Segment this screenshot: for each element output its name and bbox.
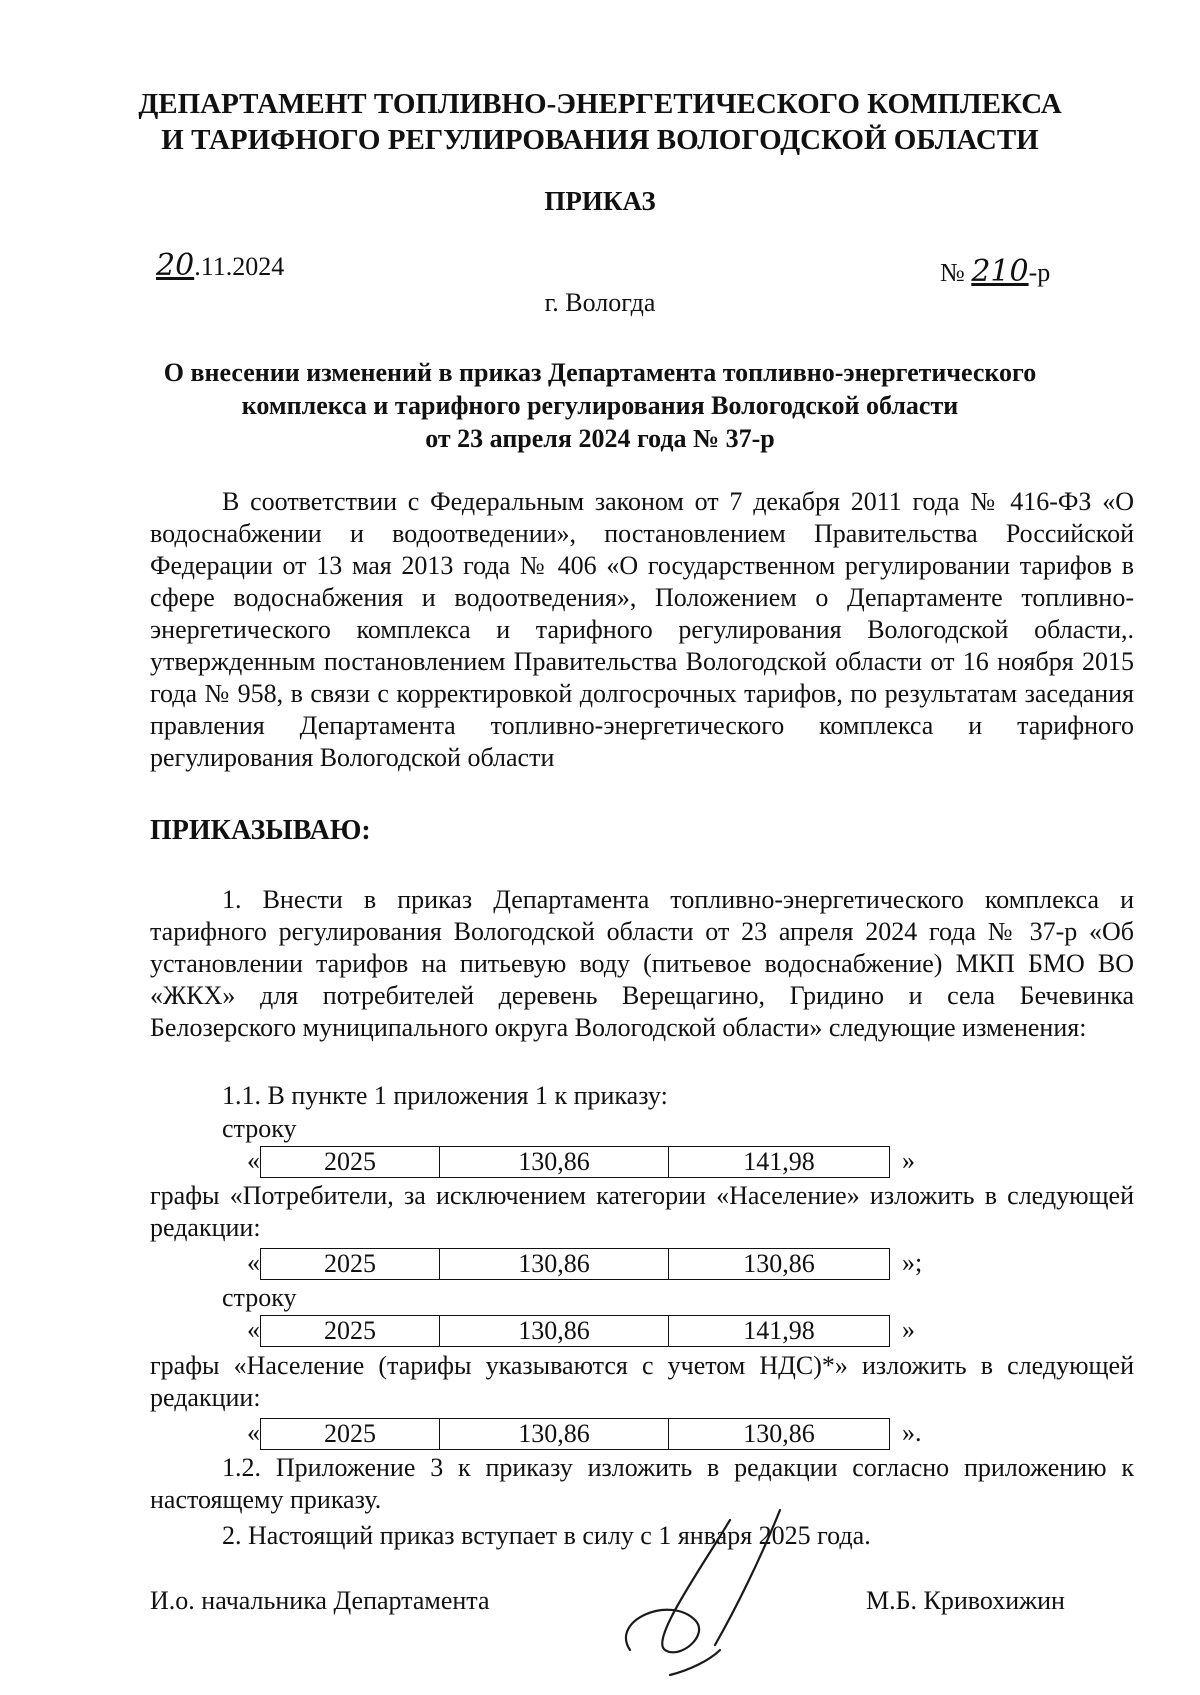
signatory-name: М.Б. Кривохижин (866, 1586, 1065, 1615)
cell-value-1: 130,86 (439, 1147, 668, 1177)
cell-year: 2025 (324, 1419, 376, 1448)
open-quote: « (247, 1146, 260, 1175)
order-title: ПРИКАЗ (544, 186, 656, 216)
cell-value-2: 141,98 (668, 1316, 889, 1346)
open-quote: « (247, 1248, 260, 1277)
row-cells (260, 1315, 890, 1347)
subject-line-2: комплекса и тарифного регулирования Вологодской области (241, 391, 959, 420)
decree-word: ПРИКАЗЫВАЮ: (150, 815, 371, 846)
signature-icon (610, 1500, 800, 1690)
table-row-4 (232, 1418, 922, 1450)
cell-value-2: 141,98 (668, 1147, 889, 1177)
table-row-1 (232, 1146, 915, 1178)
order-number (940, 254, 1050, 289)
date-rest: .11.2024 (194, 252, 285, 281)
close-quote: ». (902, 1418, 922, 1447)
item-2: 2. Настоящий приказ вступает в силу с 1 января 2025 года. (222, 1521, 871, 1550)
number-suffix: -р (1028, 258, 1051, 287)
table-row-3 (232, 1315, 915, 1347)
close-quote: » (902, 1315, 915, 1344)
cell-value-1: 130,86 (439, 1419, 668, 1449)
item-1-1: 1.1. В пункте 1 приложения 1 к приказу: (222, 1081, 668, 1110)
open-quote: « (247, 1315, 260, 1344)
department-header (0, 86, 1200, 158)
table-row-2 (232, 1248, 922, 1280)
close-quote: »; (902, 1248, 923, 1277)
cell-year: 2025 (324, 1147, 376, 1176)
order-date (156, 248, 284, 283)
date-day-handwritten: 20 (156, 248, 195, 283)
cell-value-1: 130,86 (439, 1316, 668, 1346)
number-prefix: № (940, 258, 972, 287)
grafa-2-paragraph: графы «Население (тарифы указываются с учетом НДС)*» изложить в следующей редакции: (150, 1351, 1134, 1412)
row-cells (260, 1248, 890, 1280)
preamble-paragraph: В соответствии с Федеральным законом от 7 декабря 2011 года № 416-ФЗ «О водоснабжении и водоотведении», постановлением Правительства Российской Федерации от 13 мая 2013 года № 406 «О государственном регулировании тарифов в сфере водоснабжения и водоотведения», Положением о Департаменте топливно-энергетического комплекса и тарифного регулирования Вологодской области,. утвержденным постановлением Правительства Вологодской области от 16 ноября 2015 года № 958, в связи с корректировкой долгосрочных тарифов, по результатам заседания правления Департамента топливно-энергетического комплекса и тарифного регулирования Вологодской области (150, 487, 1134, 772)
close-quote: » (902, 1146, 915, 1175)
cell-value-2: 130,86 (668, 1419, 889, 1449)
subject-line-1: О внесении изменений в приказ Департамента топливно-энергетического (163, 358, 1037, 387)
item-1-paragraph: 1. Внести в приказ Департамента топливно-энергетического комплекса и тарифного регулирования Вологодской области от 23 апреля 2024 года № 37-р «Об установлении тарифов на питьевую воду (питьевое водоснабжение) МКП БМО ВО «ЖКХ» для потребителей деревень Верещагино, Гридино и села Бечевинка Белозерского муниципального округа Вологодской области» следующие изменения: (150, 885, 1134, 1042)
cell-year: 2025 (324, 1249, 376, 1278)
open-quote: « (247, 1418, 260, 1447)
subject-line-3: от 23 апреля 2024 года № 37-р (425, 424, 775, 453)
item-1-2-paragraph: 1.2. Приложение 3 к приказу изложить в редакции согласно приложению к настоящему приказу. (150, 1453, 1134, 1514)
stroku-label-2: строку (222, 1283, 297, 1312)
row-cells (260, 1146, 890, 1178)
cell-value-1: 130,86 (439, 1249, 668, 1279)
row-cells (260, 1418, 890, 1450)
signatory-position: И.о. начальника Департамента (150, 1586, 490, 1615)
cell-value-2: 130,86 (668, 1249, 889, 1279)
header-line-2: И ТАРИФНОГО РЕГУЛИРОВАНИЯ ВОЛОГОДСКОЙ ОБЛАСТИ (161, 124, 1039, 156)
number-handwritten: 210 (971, 254, 1029, 289)
city: г. Вологда (544, 288, 656, 317)
stroku-label-1: строку (222, 1114, 297, 1143)
header-line-1: ДЕПАРТАМЕНТ ТОПЛИВНО-ЭНЕРГЕТИЧЕСКОГО КОМПЛЕКСА (138, 88, 1062, 120)
order-subject (100, 356, 1100, 455)
cell-year: 2025 (324, 1316, 376, 1345)
grafa-1-paragraph: графы «Потребители, за исключением категории «Население» изложить в следующей редакции: (150, 1181, 1134, 1242)
